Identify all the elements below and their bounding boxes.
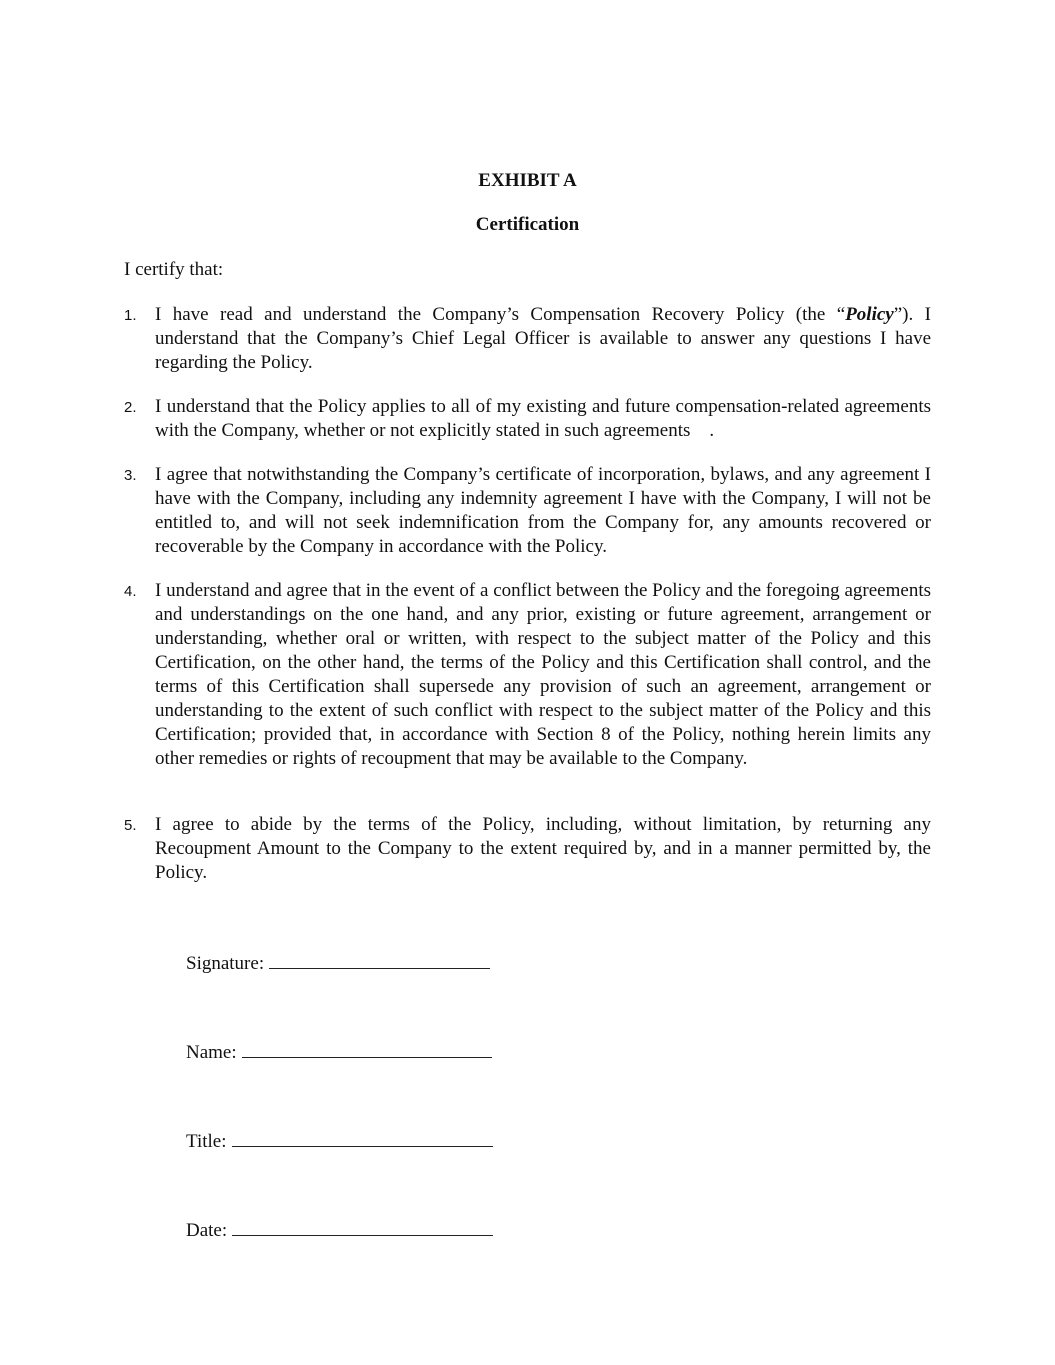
signature-label: Signature: bbox=[186, 953, 265, 974]
list-item bbox=[124, 579, 931, 771]
item-text: I agree to abide by the terms of the Policy, including, without limitation, by returning any Recoupment Amount to the Company to the extent required by, and in a manner permitted by, the Policy. bbox=[155, 814, 931, 883]
title-line[interactable] bbox=[232, 1128, 493, 1147]
list-item bbox=[124, 395, 936, 443]
name-field bbox=[186, 1039, 492, 1064]
item-number: 1. bbox=[124, 307, 137, 324]
intro-text: I certify that: bbox=[124, 259, 224, 280]
signature-line[interactable] bbox=[269, 950, 490, 969]
item-number: 4. bbox=[124, 583, 137, 600]
item-text: I understand and agree that in the event of a conflict between the Policy and the foregoing agreements and understandings on the one hand, and any prior, existing or future agreement, arrangement or understanding, whether oral or written, with respect to the subject matter of the Policy and this Certification, on the other hand, the terms of the Policy and this Certification shall control, and the terms of this Certification shall supersede any provision of such an agreement, arrangement or understanding to the extent of such conflict with respect to the subject matter of the Policy and this Certification; provided that, in accordance with Section 8 of the Policy, nothing herein limits any other remedies or rights of recoupment that may be available to the Company. bbox=[155, 580, 931, 769]
date-label: Date: bbox=[186, 1220, 228, 1241]
item-number: 5. bbox=[124, 817, 137, 834]
name-label: Name: bbox=[186, 1042, 237, 1063]
exhibit-heading: EXHIBIT A bbox=[478, 170, 577, 191]
item-number: 3. bbox=[124, 467, 137, 484]
name-line[interactable] bbox=[242, 1039, 492, 1058]
item-text: I understand that the Policy applies to all of my existing and future compensation-related agreements with the Company, whether or not explicitly stated in such agreements . bbox=[155, 396, 936, 441]
list-item bbox=[124, 303, 931, 375]
title-label: Title: bbox=[186, 1131, 227, 1152]
list-item bbox=[124, 463, 931, 559]
item-text: I have read and understand the Company’s Compensation Recovery Policy (the “Policy”). I understand that the Company’s Chief Legal Officer is available to answer any questions I have regarding the Policy. bbox=[155, 304, 931, 373]
date-field bbox=[186, 1217, 493, 1242]
list-item bbox=[124, 813, 931, 885]
title-field bbox=[186, 1128, 493, 1153]
item-number: 2. bbox=[124, 399, 137, 416]
signature-field bbox=[186, 950, 490, 975]
item-text: I agree that notwithstanding the Company’s certificate of incorporation, bylaws, and any agreement I have with the Company, including any indemnity agreement I have with the Company, I will not be entitled to, and will not seek indemnification from the Company for, any amounts recovered or recoverable by the Company in accordance with the Policy. bbox=[155, 464, 931, 557]
defined-term: Policy bbox=[845, 304, 894, 325]
date-line[interactable] bbox=[232, 1217, 493, 1236]
certification-subheading: Certification bbox=[475, 214, 580, 235]
